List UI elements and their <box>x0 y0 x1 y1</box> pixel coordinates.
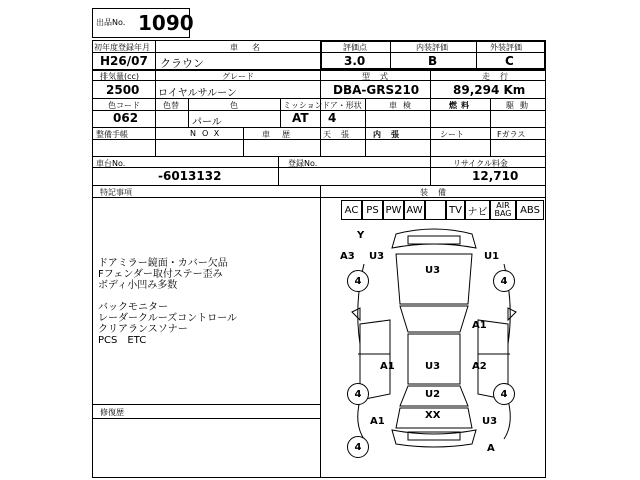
damage-code-u3-rear-right: U3 <box>482 416 498 427</box>
score-value: 3.0 <box>344 54 366 68</box>
tire-spare: 4 <box>347 436 369 458</box>
note-line: ドアミラー鏡面・カバー欠品 <box>98 258 228 269</box>
damage-code-u3-hood: U3 <box>425 265 441 276</box>
interior-grade-label: 内装評価 <box>416 43 448 52</box>
car-name-value: クラウン <box>160 57 204 70</box>
damage-code-a2-right: A2 <box>472 361 487 372</box>
first-reg-value: H26/07 <box>100 54 148 68</box>
damage-code-y: Y <box>357 230 365 241</box>
lot-label: 出品No. <box>96 18 126 27</box>
exterior-grade-label: 外装評価 <box>490 43 522 52</box>
car-history-label: 車歴 <box>262 130 302 139</box>
tire-rear-left: 4 <box>347 383 369 405</box>
tire-front-left: 4 <box>347 270 369 292</box>
note-line: PCS ETC <box>98 335 147 346</box>
chassis-label: 車台No. <box>96 159 126 168</box>
equipment-navi: ナビ <box>465 200 490 220</box>
repair-history-label: 修復歴 <box>100 408 124 417</box>
drive-label: 駆動 <box>506 101 534 110</box>
note-line: ボディ小凹み多数 <box>98 280 178 291</box>
tire-rear-right: 4 <box>493 383 515 405</box>
damage-code-u3-front: U3 <box>369 251 385 262</box>
note-line <box>98 291 237 302</box>
notes-list <box>98 258 237 346</box>
model-label: 型式 <box>362 72 398 81</box>
doors-label: ドア・形状 <box>322 101 362 110</box>
color-name-label: 色 <box>230 101 238 110</box>
damage-code-a1-rear-left: A1 <box>370 416 385 427</box>
damage-code-u1: U1 <box>484 251 500 262</box>
mission-value: AT <box>292 111 309 125</box>
recycle-label: リサイクル料金 <box>453 159 508 168</box>
note-line: クリアランスソナー <box>98 324 188 335</box>
displacement-label: 排気量(cc) <box>100 72 140 81</box>
damage-code-u2: U2 <box>425 389 441 400</box>
note-line: バックモニター <box>98 302 168 313</box>
equipment-pw: PW <box>383 200 404 220</box>
first-reg-label: 初年度登録年月 <box>94 43 150 52</box>
doors-value: 4 <box>328 111 337 125</box>
roof-label: 天張 <box>323 130 359 139</box>
mission-label: ミッション <box>283 101 323 110</box>
equipment-blank <box>425 200 446 220</box>
damage-code-a1-left: A1 <box>380 361 395 372</box>
interior-lining-label: 内張 <box>373 130 409 139</box>
mileage-value: 89,294 Km <box>453 83 526 97</box>
damage-code-xx: XX <box>425 410 441 421</box>
equipment-tv: TV <box>446 200 465 220</box>
color-change-label: 色替 <box>163 101 179 110</box>
displacement-value: 2500 <box>106 83 140 97</box>
color-code-value: 062 <box>113 111 139 125</box>
fuel-label: 燃料 <box>449 101 473 110</box>
lot-number: 1090 <box>138 11 194 35</box>
equipment-aw: AW <box>404 200 425 220</box>
seat-label: シート <box>440 130 464 139</box>
car-name-label: 車名 <box>230 43 274 52</box>
manual-label: 整備手帳 <box>96 130 128 139</box>
color-code-label: 色コード <box>108 101 140 110</box>
registration-label: 登録No. <box>288 159 318 168</box>
equipment-label: 装備 <box>420 188 456 197</box>
equipment-airbag: AIR BAG <box>490 200 516 220</box>
chassis-value: -6013132 <box>158 169 222 183</box>
damage-code-u3-roof: U3 <box>425 361 441 372</box>
color-name-value: パール <box>192 117 222 128</box>
grade-label: グレード <box>222 72 254 81</box>
grade-value: ロイヤルサルーン <box>158 88 237 99</box>
nox-label: NOX <box>190 129 226 138</box>
equipment-abs: ABS <box>516 200 544 220</box>
damage-code-a3: A3 <box>340 251 355 262</box>
damage-code-a-bottom: A <box>487 443 495 454</box>
equipment-ps: PS <box>362 200 383 220</box>
note-line: レーダークルーズコントロール <box>98 313 237 324</box>
interior-grade-value: B <box>428 54 438 68</box>
equipment-ac: AC <box>341 200 362 220</box>
tire-front-right: 4 <box>493 270 515 292</box>
inspection-label: 車検 <box>389 101 417 110</box>
score-label: 評価点 <box>343 43 367 52</box>
notes-label: 特記事項 <box>100 188 132 197</box>
fglass-label: Fガラス <box>497 130 526 139</box>
damage-code-a1-right-front: A1 <box>472 320 487 331</box>
exterior-grade-value: C <box>505 54 514 68</box>
note-line: Fフェンダー取付ステー歪み <box>98 269 223 280</box>
model-value: DBA-GRS210 <box>333 83 420 97</box>
mileage-label: 走行 <box>482 72 518 81</box>
recycle-value: 12,710 <box>472 169 519 183</box>
